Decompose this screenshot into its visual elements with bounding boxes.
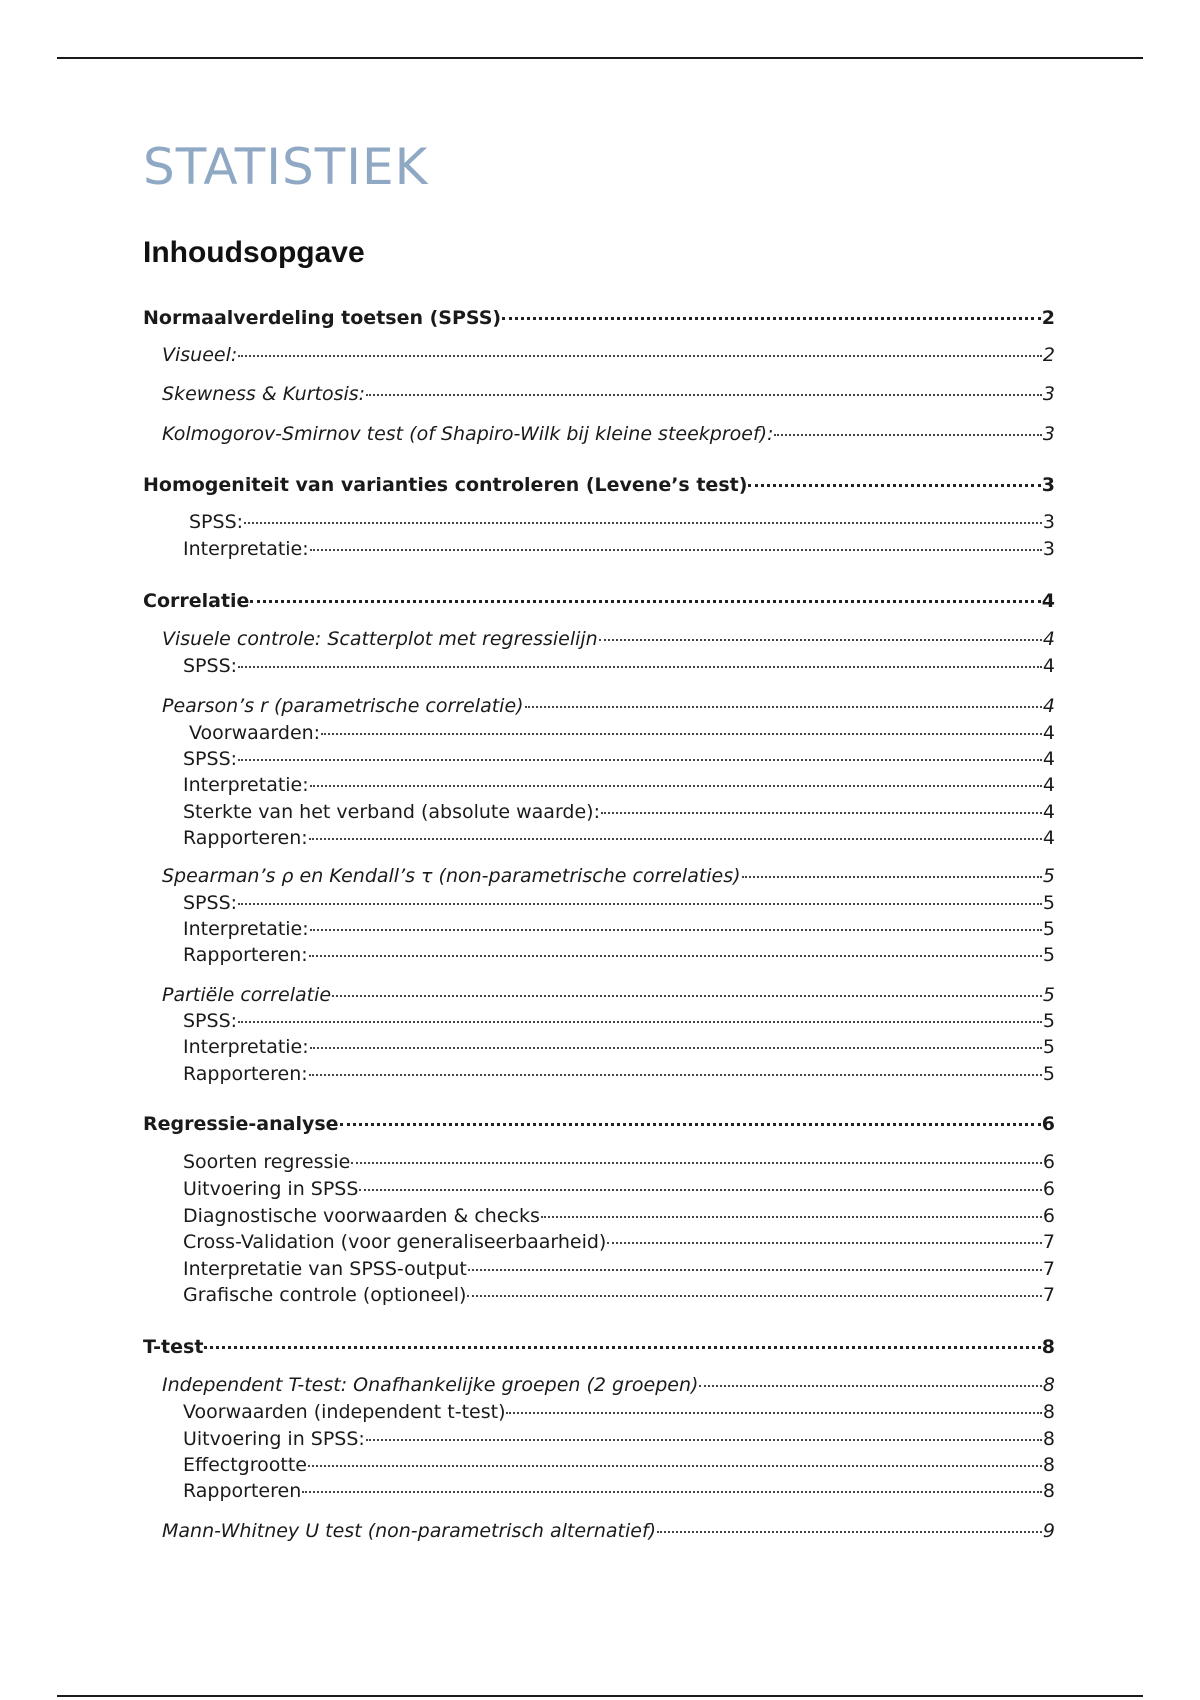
toc-entry-page: 4 xyxy=(1042,695,1055,717)
toc-entry-label: Spearman’s ρ en Kendall’s τ (non-parametrische correlaties) xyxy=(162,865,741,887)
toc-entry-label: Skewness & Kurtosis: xyxy=(162,383,366,405)
toc-dot-leader xyxy=(310,1047,1042,1049)
toc-dot-leader xyxy=(204,1346,1040,1349)
toc-entry-page: 5 xyxy=(1042,1063,1055,1085)
toc-entry-label: Interpretatie: xyxy=(183,1036,309,1058)
toc-entry-page: 6 xyxy=(1042,1205,1055,1227)
toc-dot-leader xyxy=(774,434,1041,436)
toc-entry-page: 3 xyxy=(1042,538,1055,560)
header-rule xyxy=(57,57,1143,59)
toc-dot-leader xyxy=(309,1074,1042,1076)
toc-entry-label: T-test xyxy=(143,1336,204,1358)
toc-entry[interactable] xyxy=(183,891,1055,915)
toc-entry-page: 4 xyxy=(1042,827,1055,849)
toc-entry[interactable] xyxy=(183,1453,1055,1477)
toc-entry[interactable] xyxy=(183,1177,1055,1201)
toc-entry-page: 5 xyxy=(1042,1010,1055,1032)
toc-entry-label: Diagnostische voorwaarden & checks xyxy=(183,1205,540,1227)
toc-entry-label: Correlatie xyxy=(143,590,250,612)
toc-entry-page: 9 xyxy=(1042,1520,1055,1542)
toc-entry-label: Rapporteren: xyxy=(183,1063,308,1085)
toc-entry-page: 5 xyxy=(1042,865,1055,887)
toc-entry[interactable] xyxy=(183,1283,1055,1307)
toc-entry-page: 4 xyxy=(1042,722,1055,744)
toc-entry[interactable] xyxy=(162,864,1055,888)
toc-entry-page: 6 xyxy=(1042,1178,1055,1200)
toc-dot-leader xyxy=(302,1491,1042,1493)
toc-entry[interactable] xyxy=(189,721,1055,745)
toc-entry[interactable] xyxy=(183,1035,1055,1059)
toc-entry[interactable] xyxy=(162,1373,1055,1397)
toc-entry-label: Homogeniteit van varianties controleren (Levene’s test) xyxy=(143,474,748,496)
toc-entry[interactable] xyxy=(189,510,1055,534)
toc-entry[interactable] xyxy=(183,1204,1055,1228)
toc-dot-leader xyxy=(351,1162,1042,1164)
toc-entry-page: 6 xyxy=(1041,1113,1055,1135)
toc-entry[interactable] xyxy=(183,747,1055,771)
toc-entry-page: 4 xyxy=(1042,774,1055,796)
toc-entry-page: 3 xyxy=(1041,474,1055,496)
toc-dot-leader xyxy=(601,812,1042,814)
toc-entry-page: 3 xyxy=(1042,423,1055,445)
toc-entry-label: Pearson’s r (parametrische correlatie) xyxy=(162,695,524,717)
toc-entry-page: 7 xyxy=(1042,1258,1055,1280)
toc-dot-leader xyxy=(366,1439,1042,1441)
toc-entry-label: SPSS: xyxy=(183,1010,238,1032)
toc-dot-leader xyxy=(321,733,1042,735)
toc-entry-label: Voorwaarden: xyxy=(189,722,321,744)
toc-dot-leader xyxy=(599,639,1042,641)
toc-entry-label: Mann-Whitney U test (non-parametrisch alternatief) xyxy=(162,1520,657,1542)
toc-entry-page: 5 xyxy=(1042,1036,1055,1058)
toc-dot-leader xyxy=(310,929,1042,931)
toc-dot-leader xyxy=(238,759,1042,761)
toc-entry-page: 3 xyxy=(1042,511,1055,533)
toc-entry-label: Uitvoering in SPSS: xyxy=(183,1428,365,1450)
toc-entry-label: Grafische controle (optioneel) xyxy=(183,1284,467,1306)
toc-entry-page: 2 xyxy=(1042,344,1055,366)
footer-rule xyxy=(57,1695,1143,1697)
toc-entry-page: 5 xyxy=(1042,918,1055,940)
toc-dot-leader xyxy=(468,1269,1042,1271)
toc-entry-label: Normaalverdeling toetsen (SPSS) xyxy=(143,307,502,329)
toc-entry-label: Interpretatie: xyxy=(183,918,309,940)
toc-entry[interactable] xyxy=(162,1519,1055,1543)
toc-dot-leader xyxy=(366,394,1042,396)
toc-entry[interactable] xyxy=(183,1230,1055,1254)
toc-dot-leader xyxy=(502,317,1041,320)
toc-entry-page: 5 xyxy=(1042,892,1055,914)
toc-dot-leader xyxy=(607,1242,1042,1244)
toc-entry-page: 8 xyxy=(1042,1401,1055,1423)
toc-entry[interactable] xyxy=(162,627,1055,651)
toc-dot-leader xyxy=(541,1216,1042,1218)
toc-entry-label: Interpretatie: xyxy=(183,774,309,796)
toc-entry[interactable] xyxy=(183,1427,1055,1451)
toc-entry-page: 8 xyxy=(1042,1428,1055,1450)
toc-entry[interactable] xyxy=(143,306,1055,330)
toc-entry-page: 8 xyxy=(1042,1454,1055,1476)
toc-entry[interactable] xyxy=(183,1009,1055,1033)
toc-dot-leader xyxy=(657,1531,1042,1533)
toc-entry-label: Rapporteren xyxy=(183,1480,302,1502)
toc-entry[interactable] xyxy=(162,983,1055,1007)
toc-entry-page: 5 xyxy=(1042,984,1055,1006)
toc-entry-label: Kolmogorov-Smirnov test (of Shapiro-Wilk bij kleine steekproef): xyxy=(162,423,774,445)
toc-entry[interactable] xyxy=(183,1062,1055,1086)
toc-entry[interactable] xyxy=(143,1335,1055,1359)
toc-dot-leader xyxy=(238,903,1042,905)
toc-entry-label: Interpretatie: xyxy=(183,538,309,560)
toc-dot-leader xyxy=(748,484,1040,487)
toc-entry-page: 8 xyxy=(1042,1374,1055,1396)
toc-dot-leader xyxy=(238,355,1042,357)
toc-entry-label: Partiële correlatie xyxy=(162,984,332,1006)
toc-entry-page: 4 xyxy=(1042,628,1055,650)
toc-entry-label: Independent T-test: Onafhankelijke groepen (2 groepen) xyxy=(162,1374,699,1396)
toc-entry-page: 4 xyxy=(1042,801,1055,823)
toc-dot-leader xyxy=(238,666,1042,668)
toc-entry-label: Effectgrootte xyxy=(183,1454,307,1476)
toc-entry[interactable] xyxy=(183,654,1055,678)
toc-entry-label: SPSS: xyxy=(183,748,238,770)
toc-entry-label: Voorwaarden (independent t-test) xyxy=(183,1401,506,1423)
document-title: STATISTIEK xyxy=(143,138,429,196)
toc-dot-leader xyxy=(359,1189,1041,1191)
toc-entry[interactable] xyxy=(143,589,1055,613)
toc-entry-page: 7 xyxy=(1042,1231,1055,1253)
toc-entry-page: 4 xyxy=(1041,590,1055,612)
toc-dot-leader xyxy=(525,706,1042,708)
toc-entry-label: Uitvoering in SPSS xyxy=(183,1178,359,1200)
toc-entry-page: 2 xyxy=(1041,307,1055,329)
toc-dot-leader xyxy=(332,995,1042,997)
toc-entry[interactable] xyxy=(143,473,1055,497)
toc-entry-label: Soorten regressie xyxy=(183,1151,351,1173)
toc-entry-label: SPSS: xyxy=(183,655,238,677)
toc-entry-label: Cross-Validation (voor generaliseerbaarheid) xyxy=(183,1231,607,1253)
toc-entry-label: Visuele controle: Scatterplot met regressielijn xyxy=(162,628,598,650)
toc-entry-page: 3 xyxy=(1042,383,1055,405)
toc-entry-page: 4 xyxy=(1042,748,1055,770)
toc-entry[interactable] xyxy=(183,1400,1055,1424)
toc-dot-leader xyxy=(310,549,1042,551)
toc-entry-page: 7 xyxy=(1042,1284,1055,1306)
toc-heading: Inhoudsopgave xyxy=(143,236,365,269)
toc-entry[interactable] xyxy=(183,773,1055,797)
toc-entry[interactable] xyxy=(183,800,1055,824)
toc-entry-page: 4 xyxy=(1042,655,1055,677)
toc-entry[interactable] xyxy=(183,1479,1055,1503)
toc-dot-leader xyxy=(308,1465,1042,1467)
toc-entry[interactable] xyxy=(183,537,1055,561)
toc-entry-label: Interpretatie van SPSS-output xyxy=(183,1258,467,1280)
toc-dot-leader xyxy=(742,876,1042,878)
toc-entry-label: Sterkte van het verband (absolute waarde): xyxy=(183,801,600,823)
toc-entry[interactable] xyxy=(162,422,1055,446)
toc-dot-leader xyxy=(244,522,1042,524)
toc-dot-leader xyxy=(467,1295,1041,1297)
toc-entry-label: SPSS: xyxy=(189,511,244,533)
toc-dot-leader xyxy=(309,838,1042,840)
toc-entry[interactable] xyxy=(162,343,1055,367)
toc-entry[interactable] xyxy=(162,694,1055,718)
toc-entry-label: SPSS: xyxy=(183,892,238,914)
toc-entry-label: Rapporteren: xyxy=(183,827,308,849)
toc-entry-label: Rapporteren: xyxy=(183,944,308,966)
toc-dot-leader xyxy=(506,1412,1041,1414)
toc-dot-leader xyxy=(340,1123,1041,1126)
toc-entry[interactable] xyxy=(143,1112,1055,1136)
toc-entry[interactable] xyxy=(183,917,1055,941)
toc-entry-label: Regressie-analyse xyxy=(143,1113,339,1135)
toc-entry-page: 6 xyxy=(1042,1151,1055,1173)
toc-entry-label: Visueel: xyxy=(162,344,238,366)
toc-entry[interactable] xyxy=(183,943,1055,967)
toc-dot-leader xyxy=(310,785,1042,787)
toc-entry[interactable] xyxy=(162,382,1055,406)
toc-entry-page: 8 xyxy=(1041,1336,1055,1358)
toc-entry-page: 5 xyxy=(1042,944,1055,966)
toc-entry-page: 8 xyxy=(1042,1480,1055,1502)
toc-dot-leader xyxy=(699,1385,1041,1387)
toc-entry[interactable] xyxy=(183,1150,1055,1174)
toc-dot-leader xyxy=(250,600,1040,603)
toc-entry[interactable] xyxy=(183,826,1055,850)
toc-dot-leader xyxy=(238,1021,1042,1023)
toc-dot-leader xyxy=(309,955,1042,957)
toc-entry[interactable] xyxy=(183,1257,1055,1281)
